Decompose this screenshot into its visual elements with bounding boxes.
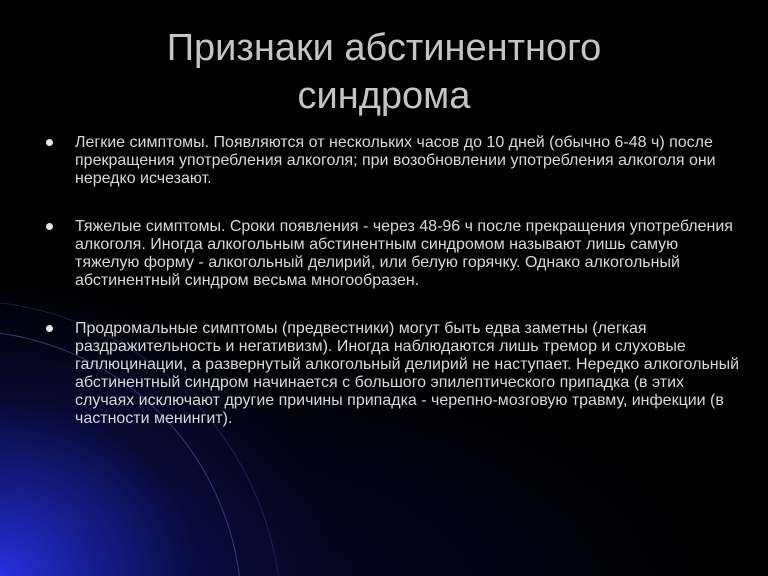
bullet-dot-icon xyxy=(46,325,53,332)
slide-title xyxy=(60,24,708,120)
bullet-text: Тяжелые симптомы. Сроки появления - через 48-96 ч после прекращения употребления алкоголя. Иногда алкогольным абстинентным синдромом называют лишь самую тяжелую форму - алкогольный делирий, или белую горячку. Однако алкогольный абстинентный синдром весьма многообразен. xyxy=(75,218,733,289)
slide-title-line-1: Признаки абстинентного xyxy=(166,27,602,69)
bullet-text: Легкие симптомы. Появляются от нескольких часов до 10 дней (обычно 6-48 ч) после прекращения употребления алкоголя; при возобновлении употребления алкоголя они нередко исчезают. xyxy=(75,134,716,187)
bullet-text: Продромальные симптомы (предвестники) могут быть едва заметны (легкая раздражительность и негативизм). Иногда наблюдаются лишь тремор и слуховые галлюцинации, а развернутый алкогольный делирий не наступает. Нередко алкогольный абстинентный синдром начинается с большого эпилептического припадка (в этих случаях исключают другие причины припадка - черепно-мозговую травму, инфекции (в частности менингит). xyxy=(75,320,740,427)
bullet-dot-icon xyxy=(46,223,53,230)
bullet-item-mild-symptoms xyxy=(40,134,740,188)
slide-title-line-2: синдрома xyxy=(297,75,471,117)
bullet-list xyxy=(40,134,740,428)
bullet-item-prodromal-symptoms xyxy=(40,320,740,428)
bullet-item-severe-symptoms xyxy=(40,218,740,290)
bullet-dot-icon xyxy=(46,139,53,146)
